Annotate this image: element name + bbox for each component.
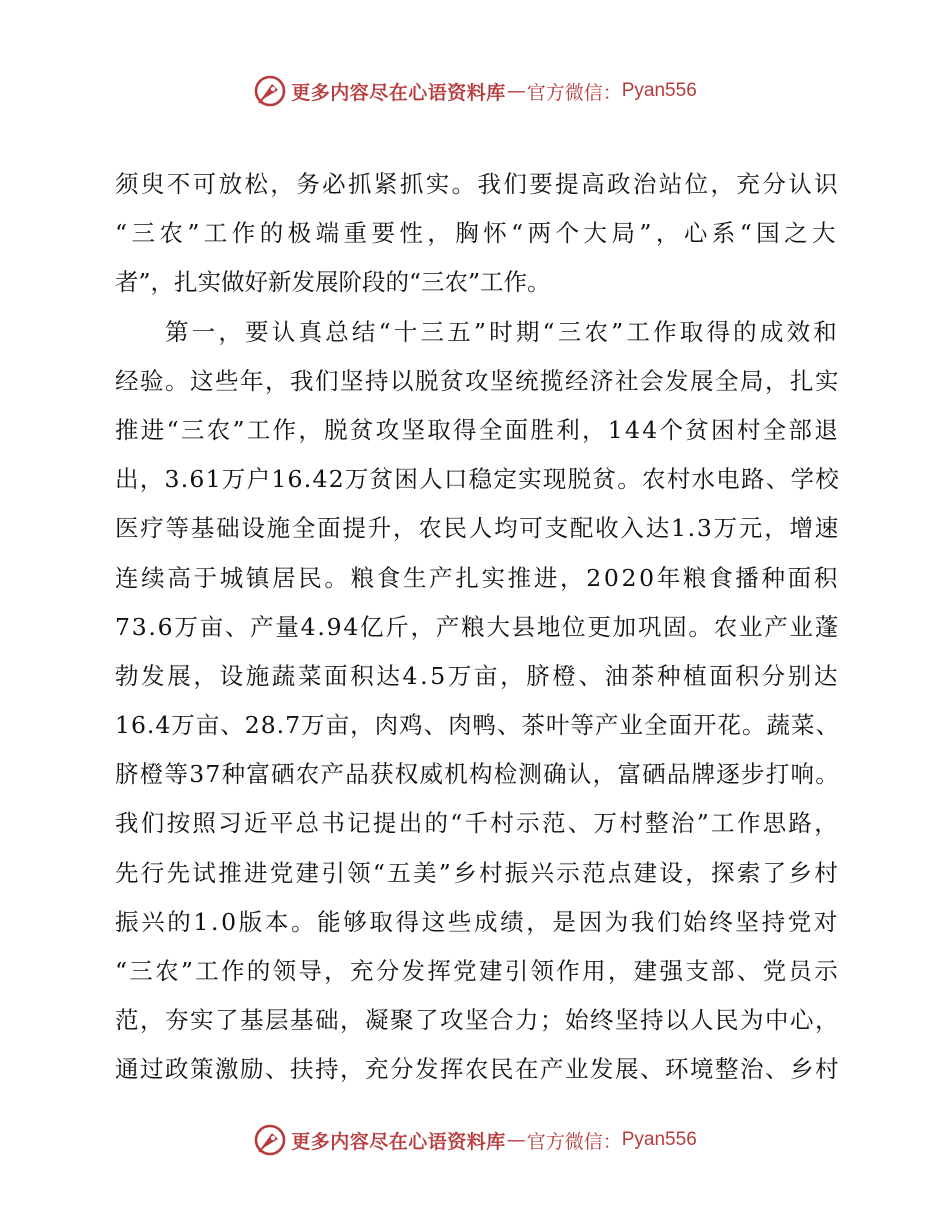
body-line: 勃发展，设施蔬菜面积达4.5万亩，脐橙、油茶种植面积分别达 xyxy=(115,661,840,690)
body-line: 须臾不可放松，务必抓紧抓实。我们要提高政治站位，充分认识 xyxy=(115,170,841,198)
body-line: 脐橙等37种富硒农产品获权威机构检测确认，富硒品牌逐步打响。 xyxy=(115,760,840,789)
footer-banner xyxy=(0,1120,950,1160)
body-line: 73.6万亩、产量4.94亿斤，产粮大县地位更加巩固。农业产业蓬 xyxy=(115,612,840,641)
body-line: 我们按照习近平总书记提出的“千村示范、万村整治”工作思路， xyxy=(115,809,840,838)
banner-dash: — xyxy=(506,80,526,102)
paragraph-start-line: 第一，要认真总结“十三五”时期“三农”工作取得的成效和 xyxy=(165,317,840,346)
banner-slogan: 更多内容尽在心语资料库 xyxy=(291,1130,506,1153)
body-line: 连续高于城镇居民。粮食生产扎实推进，2020年粮食播种面积 xyxy=(115,563,840,592)
pen-nib-logo-icon xyxy=(253,1123,287,1157)
body-line: 经验。这些年，我们坚持以脱贫攻坚统揽经济社会发展全局，扎实 xyxy=(115,366,840,395)
document-body xyxy=(115,160,840,1095)
banner-wechat-account: Pyan556 xyxy=(621,80,697,101)
body-line: “三农”工作的领导，充分发挥党建引领作用，建强支部、党员示 xyxy=(115,957,840,985)
banner-wechat-account: Pyan556 xyxy=(621,1129,697,1150)
banner-slogan: 更多内容尽在心语资料库 xyxy=(291,81,506,104)
body-line: 医疗等基础设施全面提升，农民人均可支配收入达1.3万元，增速 xyxy=(115,514,841,543)
body-line: 先行先试推进党建引领“五美”乡村振兴示范点建设，探索了乡村 xyxy=(115,858,840,887)
body-line: 通过政策激励、扶持，充分发挥农民在产业发展、环境整治、乡村 xyxy=(115,1055,840,1084)
body-line: 16.4万亩、28.7万亩，肉鸡、肉鸭、茶叶等产业全面开花。蔬菜、 xyxy=(115,711,840,740)
body-line: 振兴的1.0版本。能够取得这些成绩，是因为我们始终坚持党对 xyxy=(115,907,840,936)
body-line: “三农”工作的极端重要性，胸怀“两个大局”，心系“国之大 xyxy=(115,219,841,248)
body-line: 推进“三农”工作，脱贫攻坚取得全面胜利，144个贫困村全部退 xyxy=(115,415,840,444)
pen-nib-logo-icon xyxy=(253,74,287,108)
header-banner xyxy=(0,71,950,111)
body-line: 范，夯实了基层基础，凝聚了攻坚合力；始终坚持以人民为中心， xyxy=(115,1006,840,1035)
banner-wechat-label: 官方微信： xyxy=(526,81,622,104)
banner-dash: — xyxy=(506,1129,526,1151)
body-line: 者”，扎实做好新发展阶段的“三农”工作。 xyxy=(115,268,551,297)
banner-wechat-label: 官方微信： xyxy=(526,1130,622,1153)
body-line: 出，3.61万户16.42万贫困人口稳定实现脱贫。农村水电路、学校 xyxy=(115,465,840,494)
